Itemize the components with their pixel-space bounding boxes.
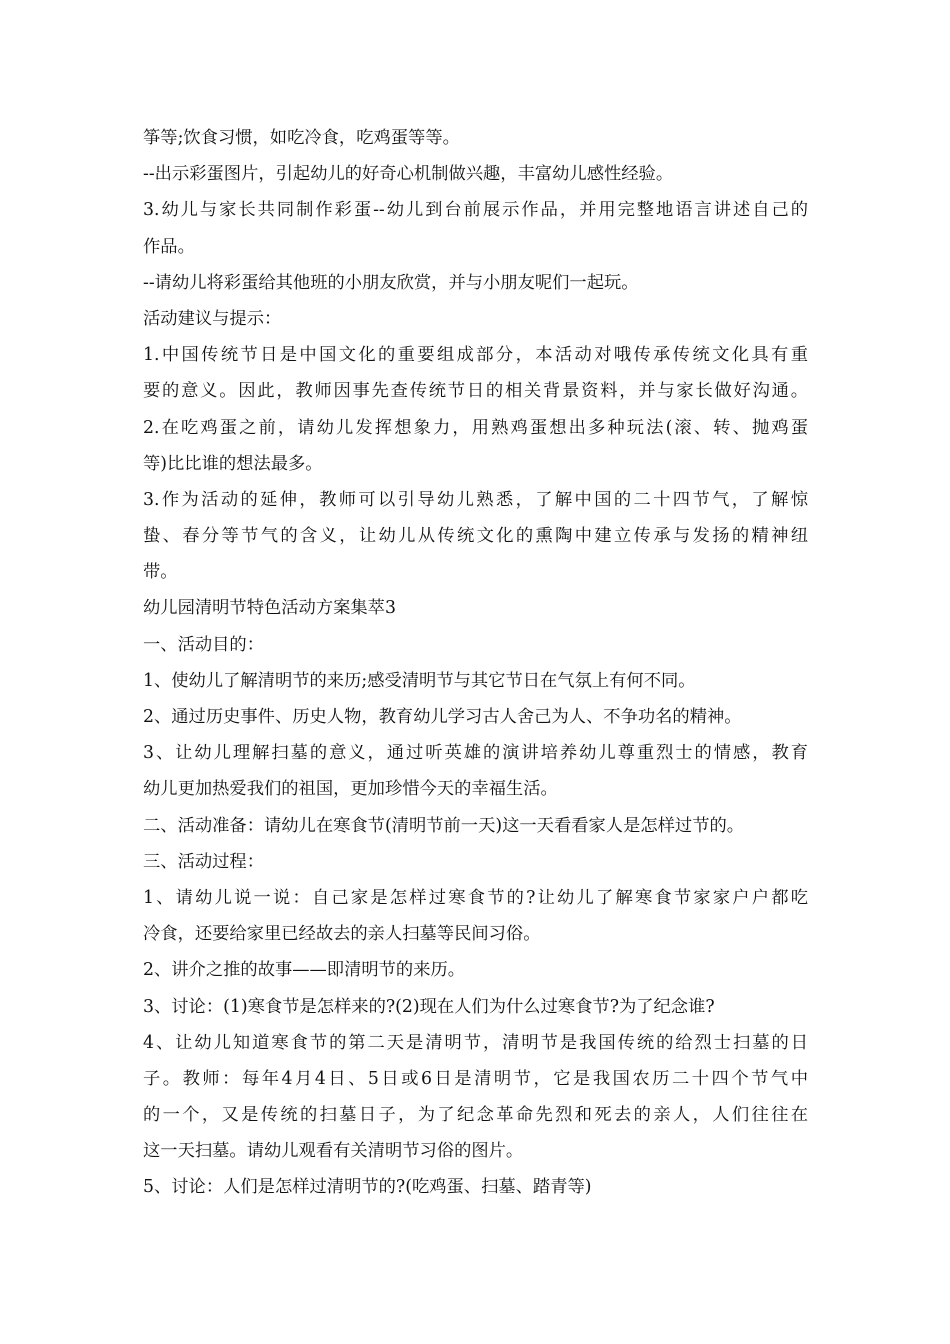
- text-line: 3.作为活动的延伸，教师可以引导幼儿熟悉，了解中国的二十四节气，了解惊: [143, 489, 808, 510]
- text-line: 活动建议与提示：: [143, 308, 282, 329]
- text-line: 3、让幼儿理解扫墓的意义，通过听英雄的演讲培养幼儿尊重烈士的情感，教育: [143, 743, 808, 764]
- text-line: 1、请幼儿说一说：自己家是怎样过寒食节的?让幼儿了解寒食节家家户户都吃: [143, 887, 808, 908]
- text-line: 1、使幼儿了解清明节的来历;感受清明节与其它节日在气氛上有何不同。: [143, 670, 696, 691]
- text-line: 3.幼儿与家长共同制作彩蛋--幼儿到台前展示作品，并用完整地语言讲述自己的: [143, 200, 808, 221]
- text-line: 1.中国传统节日是中国文化的重要组成部分，本活动对哦传承传统文化具有重: [143, 345, 808, 366]
- text-line: 一、活动目的：: [143, 634, 264, 655]
- text-line: 蛰、春分等节气的含义，让幼儿从传统文化的熏陶中建立传承与发扬的精神纽: [143, 526, 808, 547]
- text-line: --出示彩蛋图片，引起幼儿的好奇心机制做兴趣，丰富幼儿感性经验。: [143, 164, 674, 185]
- text-line: 3、讨论：(1)寒食节是怎样来的?(2)现在人们为什么过寒食节?为了纪念谁?: [143, 996, 715, 1017]
- text-line: 2.在吃鸡蛋之前，请幼儿发挥想象力，用熟鸡蛋想出多种玩法(滚、转、抛鸡蛋: [143, 417, 808, 438]
- text-line: 幼儿园清明节特色活动方案集萃3: [143, 598, 396, 619]
- text-line: 作品。: [143, 236, 195, 257]
- text-line: 带。: [143, 562, 178, 583]
- text-line: 冷食，还要给家里已经故去的亲人扫墓等民间习俗。: [143, 924, 541, 945]
- text-line: 4、让幼儿知道寒食节的第二天是清明节，清明节是我国传统的给烈士扫墓的日: [143, 1032, 808, 1053]
- text-line: 要的意义。因此，教师因事先查传统节日的相关背景资料，并与家长做好沟通。: [143, 381, 808, 402]
- text-line: 等)比比谁的想法最多。: [143, 453, 323, 474]
- text-line: 筝等;饮食习惯，如吃冷食，吃鸡蛋等等。: [143, 128, 460, 148]
- text-line: 2、通过历史事件、历史人物，教育幼儿学习古人舍己为人、不争功名的精神。: [143, 707, 742, 727]
- text-line: 这一天扫墓。请幼儿观看有关清明节习俗的图片。: [143, 1141, 524, 1162]
- text-line: 幼儿更加热爱我们的祖国，更加珍惜今天的幸福生活。: [143, 779, 558, 800]
- text-line: 2、讲介之推的故事——即清明节的来历。: [143, 960, 466, 981]
- text-line: 三、活动过程：: [143, 851, 264, 872]
- text-line: 子。教师：每年4月4日、5日或6日是清明节，它是我国农历二十四个节气中: [143, 1068, 808, 1089]
- text-line: 二、活动准备：请幼儿在寒食节(清明节前一天)这一天看看家人是怎样过节的。: [143, 815, 745, 836]
- text-line: 的一个，又是传统的扫墓日子，为了纪念革命先烈和死去的亲人，人们往往在: [143, 1105, 808, 1126]
- document-body: [143, 120, 808, 1206]
- text-line: 5、讨论：人们是怎样过清明节的?(吃鸡蛋、扫墓、踏青等): [143, 1177, 592, 1198]
- text-line: --请幼儿将彩蛋给其他班的小朋友欣赏，并与小朋友呢们一起玩。: [143, 272, 639, 293]
